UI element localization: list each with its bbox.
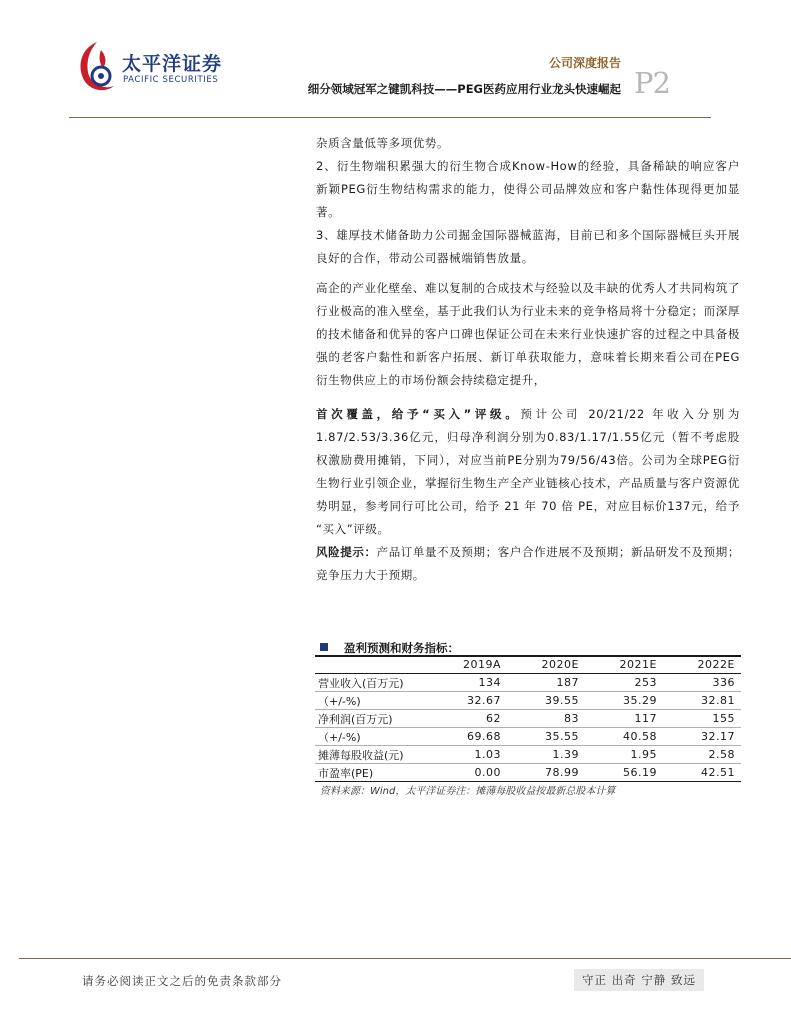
pacific-securities-logo-icon <box>76 40 120 96</box>
table-cell: 42.51 <box>663 764 741 782</box>
table-cell: 155 <box>663 710 741 728</box>
table-cell: 35.29 <box>585 692 663 710</box>
table-header-cell: 2022E <box>663 656 741 674</box>
table-header-cell <box>315 656 429 674</box>
report-type: 公司深度报告 <box>548 56 621 70</box>
row-label: 营业收入(百万元) <box>315 674 429 692</box>
table-cell: 1.95 <box>585 746 663 764</box>
table-cell: 336 <box>663 674 741 692</box>
table-cell: 32.81 <box>663 692 741 710</box>
paragraph-barrier: 高企的产业化壁垒、难以复制的合成技术与经验以及丰缺的优秀人才共同构筑了行业极高的准入壁垒，基于此我们认为行业未来的竞争格局将十分稳定；而深厚的技术储备和优异的客户口碑也保证公司在未来行业快速扩容的过程之中具备极强的老客户黏性和新客户拓展、新订单获取能力，意味着长期来看公司在PEG衍生物供应上的市场份额会持续稳定提升， <box>316 281 740 387</box>
table-cell: 134 <box>429 674 507 692</box>
table-row <box>315 746 741 764</box>
table-cell: 253 <box>585 674 663 692</box>
logo-name-en: PACIFIC SECURITIES <box>123 75 219 85</box>
table-cell: 39.55 <box>507 692 585 710</box>
table-cell: 32.67 <box>429 692 507 710</box>
risk-text: 产品订单量不及预期；客户合作进展不及预期；新品研发不及预期；竞争压力大于预期。 <box>316 545 741 582</box>
paragraph-point-2: 2、衍生物端积累强大的衍生物合成Know-How的经验，具备稀缺的响应客户新颖PEG衍生物结构需求的能力，使得公司品牌效应和客户黏性体现得更加显著。 <box>316 159 740 219</box>
table-header-cell: 2020E <box>507 656 585 674</box>
rating-lead: 首次覆盖，给予“买入”评级。 <box>316 407 521 421</box>
row-label: （+/-%) <box>315 692 429 710</box>
table-cell: 32.17 <box>663 728 741 746</box>
footer-disclaimer: 请务必阅读正文之后的免责条款部分 <box>82 974 282 988</box>
header-divider <box>69 117 711 118</box>
table-cell: 78.99 <box>507 764 585 782</box>
table-cell: 187 <box>507 674 585 692</box>
report-title: 细分领域冠军之键凯科技——PEG医药应用行业龙头快速崛起 <box>307 82 621 96</box>
table-cell: 117 <box>585 710 663 728</box>
table-row <box>315 764 741 782</box>
table-header-cell: 2021E <box>585 656 663 674</box>
table-cell: 1.39 <box>507 746 585 764</box>
table-cell: 1.03 <box>429 746 507 764</box>
table-cell: 69.68 <box>429 728 507 746</box>
table-row <box>315 692 741 710</box>
table-row <box>315 710 741 728</box>
risk-paragraph <box>316 541 740 587</box>
table-row <box>315 674 741 692</box>
table-header-cell: 2019A <box>429 656 507 674</box>
rating-text: 预计公司 20/21/22 年收入分别为1.87/2.53/3.36亿元，归母净利润分别为0.83/1.17/1.55亿元（暂不考虑股权激励费用摊销，下同），对应当前PE分别为79/56/43倍。公司为全球PEG衍生物行业引领企业，掌握衍生物生产全产业链核心技术，产品质量与客户资源优势明显，参考同行可比公司，给予 21 年 70 倍 PE，对应目标价137元，给予 “买入”评级。 <box>316 407 741 536</box>
barrier-paragraph <box>316 277 740 392</box>
company-logo <box>76 40 236 96</box>
table-cell: 35.55 <box>507 728 585 746</box>
table-header-row <box>315 656 741 674</box>
table-cell: 56.19 <box>585 764 663 782</box>
rating-paragraph <box>316 403 740 541</box>
square-bullet-icon <box>320 643 328 651</box>
table-title-text: 盈利预测和财务指标： <box>344 641 459 655</box>
paragraph-impurity: 杂质含量低等多项优势。 <box>316 136 450 150</box>
logo-name-cn: 太平洋证券 <box>122 53 223 75</box>
table-cell: 0.00 <box>429 764 507 782</box>
table-source-note: 资料来源：Wind，太平洋证券注：摊薄每股收益按最新总股本计算 <box>320 786 616 797</box>
financial-forecast-table <box>315 656 741 782</box>
table-cell: 83 <box>507 710 585 728</box>
table-cell: 62 <box>429 710 507 728</box>
risk-lead: 风险提示： <box>316 545 377 559</box>
table-cell: 2.58 <box>663 746 741 764</box>
row-label: 摊薄每股收益(元) <box>315 746 429 764</box>
row-label: 净利润(百万元) <box>315 710 429 728</box>
paragraph-point-3: 3、雄厚技术储备助力公司掘金国际器械蓝海，目前已和多个国际器械巨头开展良好的合作，带动公司器械端销售放量。 <box>316 228 740 265</box>
footer-divider <box>19 958 791 959</box>
table-row <box>315 728 741 746</box>
table-cell: 40.58 <box>585 728 663 746</box>
page-number: P2 <box>634 66 670 100</box>
footer-slogan: 守正 出奇 宁静 致远 <box>574 969 704 991</box>
table-title <box>320 640 459 656</box>
row-label: （+/-%) <box>315 728 429 746</box>
row-label: 市盈率(PE) <box>315 764 429 782</box>
advantages-section <box>316 132 740 270</box>
